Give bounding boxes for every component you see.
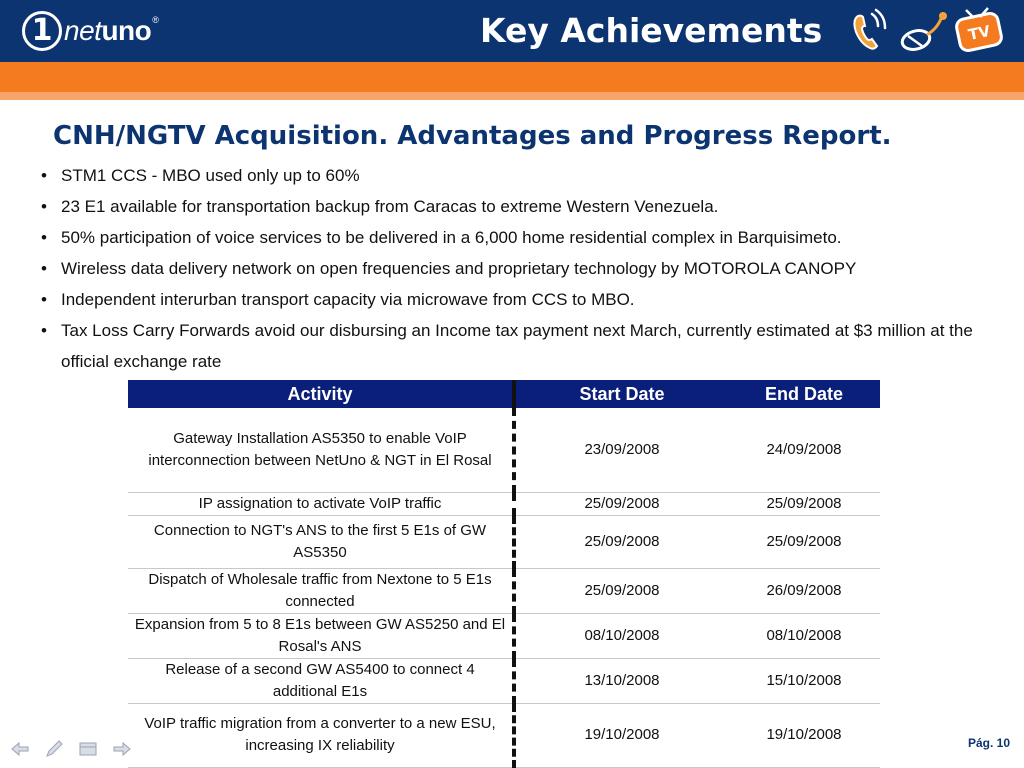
bullet-item: • Independent interurban transport capacity via microwave from CCS to MBO. [38,284,1008,315]
tv-icon [955,8,1003,52]
start-date-cell: 13/10/2008 [514,658,728,703]
start-date-cell: 25/09/2008 [514,492,728,515]
column-header-end-date: End Date [728,380,880,408]
svg-text:TV: TV [966,21,992,45]
bullet-item: • STM1 CCS - MBO used only up to 60% [38,160,1008,191]
start-date-cell: 25/09/2008 [514,568,728,613]
activity-cell: Expansion from 5 to 8 E1s between GW AS5250 and El Rosal's ANS [128,613,514,658]
netuno-logo [22,8,158,54]
end-date-cell: 26/09/2008 [728,568,880,613]
activity-cell: Connection to NGT's ANS to the first 5 E1s of GW AS5350 [128,515,514,568]
service-icons [848,6,1008,58]
end-date-cell: 25/09/2008 [728,492,880,515]
menu-icon[interactable] [78,739,98,759]
column-header-activity: Activity [128,380,514,408]
bullet-item: • Tax Loss Carry Forwards avoid our disbursing an Income tax payment next March, currently estimated at $3 million at the official exchange rate [38,315,1008,377]
bullet-item: • Wireless data delivery network on open frequencies and proprietary technology by MOTOROLA CANOPY [38,253,1008,284]
previous-slide-icon[interactable] [10,739,30,759]
bullet-list [38,160,1008,377]
pen-icon[interactable] [44,739,64,759]
activity-table [128,380,880,768]
activity-cell: Release of a second GW AS5400 to connect 4 additional E1s [128,658,514,703]
start-date-cell: 25/09/2008 [514,515,728,568]
bullet-item: • 23 E1 available for transportation backup from Caracas to extreme Western Venezuela. [38,191,1008,222]
orange-band [0,62,1024,92]
start-date-cell: 08/10/2008 [514,613,728,658]
bullet-item: • 50% participation of voice services to be delivered in a 6,000 home residential complex in Barquisimeto. [38,222,1008,253]
table-row [128,492,880,515]
table-row [128,613,880,658]
internet-icon [900,12,947,52]
activity-cell: VoIP traffic migration from a converter to a new ESU, increasing IX reliability [128,703,514,767]
table-row [128,568,880,613]
column-header-start-date: Start Date [514,380,728,408]
start-date-cell: 23/09/2008 [514,408,728,492]
logo-wordmark: netuno® [64,15,159,46]
activity-cell: Dispatch of Wholesale traffic from Nextone to 5 E1s connected [128,568,514,613]
activity-cell: IP assignation to activate VoIP traffic [128,492,514,515]
page-number: Pág. 10 [967,736,1010,750]
table-row [128,515,880,568]
next-slide-icon[interactable] [112,739,132,759]
table-row [128,658,880,703]
end-date-cell: 15/10/2008 [728,658,880,703]
end-date-cell: 19/10/2008 [728,703,880,767]
orange-band-light [0,92,1024,100]
activity-cell: Gateway Installation AS5350 to enable VoIP interconnection between NetUno & NGT in El Rosal [128,408,514,492]
end-date-cell: 24/09/2008 [728,408,880,492]
logo-mark-icon: 1 [22,11,62,51]
table-row [128,408,880,492]
phone-icon [854,10,885,49]
page-title: Key Achievements [480,11,823,50]
slide-navigation [10,738,135,760]
end-date-cell: 08/10/2008 [728,613,880,658]
end-date-cell: 25/09/2008 [728,515,880,568]
start-date-cell: 19/10/2008 [514,703,728,767]
table-row [128,703,880,767]
section-subtitle: CNH/NGTV Acquisition. Advantages and Progress Report. [53,121,892,151]
table-header-row [128,380,880,408]
